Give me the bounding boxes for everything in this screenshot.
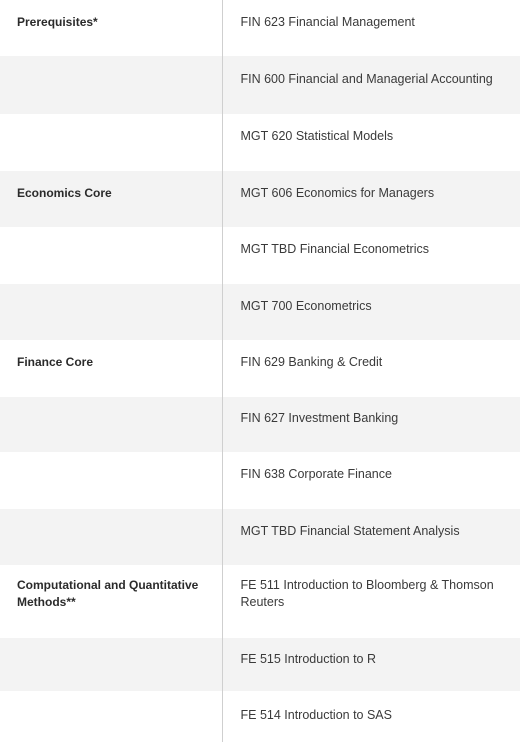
course-label: FIN 629 Banking & Credit bbox=[240, 355, 383, 369]
course-label: FIN 627 Investment Banking bbox=[240, 411, 399, 425]
course-cell bbox=[222, 397, 520, 452]
course-label: FIN 638 Corporate Finance bbox=[240, 467, 392, 481]
table-row bbox=[0, 114, 520, 171]
category-label: Economics Core bbox=[17, 186, 112, 200]
course-label: FE 515 Introduction to R bbox=[240, 652, 376, 666]
course-label: MGT 700 Econometrics bbox=[240, 299, 372, 313]
course-label: MGT TBD Financial Econometrics bbox=[240, 242, 429, 256]
category-cell bbox=[0, 227, 222, 284]
course-label: MGT TBD Financial Statement Analysis bbox=[240, 524, 460, 538]
course-cell bbox=[222, 56, 520, 114]
category-label: Computational and Quantitative Methods** bbox=[17, 578, 199, 609]
table-row bbox=[0, 565, 520, 638]
category-cell bbox=[0, 171, 222, 227]
course-cell bbox=[222, 565, 520, 638]
table-row bbox=[0, 284, 520, 340]
category-label: Finance Core bbox=[17, 355, 94, 369]
table-row bbox=[0, 0, 520, 56]
category-cell bbox=[0, 565, 222, 638]
table-row bbox=[0, 56, 520, 114]
category-cell bbox=[0, 397, 222, 452]
course-cell bbox=[222, 114, 520, 171]
category-label: Prerequisites* bbox=[17, 15, 98, 29]
course-cell bbox=[222, 227, 520, 284]
table-row bbox=[0, 340, 520, 397]
course-label: FIN 623 Financial Management bbox=[240, 15, 415, 29]
category-cell bbox=[0, 638, 222, 691]
course-cell bbox=[222, 509, 520, 565]
course-cell bbox=[222, 0, 520, 56]
course-label: FE 511 Introduction to Bloomberg & Thomson Reuters bbox=[240, 578, 494, 609]
course-label: FE 514 Introduction to SAS bbox=[240, 708, 392, 722]
table-row bbox=[0, 227, 520, 284]
table-row bbox=[0, 171, 520, 227]
table-row bbox=[0, 452, 520, 509]
course-cell bbox=[222, 284, 520, 340]
course-cell bbox=[222, 340, 520, 397]
course-label: MGT 620 Statistical Models bbox=[240, 129, 394, 143]
table-row bbox=[0, 638, 520, 691]
category-cell bbox=[0, 509, 222, 565]
table-row bbox=[0, 397, 520, 452]
category-cell bbox=[0, 114, 222, 171]
category-cell bbox=[0, 452, 222, 509]
course-label: FIN 600 Financial and Managerial Accounting bbox=[240, 72, 493, 86]
course-cell bbox=[222, 171, 520, 227]
course-cell bbox=[222, 691, 520, 742]
course-cell bbox=[222, 638, 520, 691]
course-cell bbox=[222, 452, 520, 509]
category-cell bbox=[0, 691, 222, 742]
category-cell bbox=[0, 56, 222, 114]
table-row bbox=[0, 509, 520, 565]
table-row bbox=[0, 691, 520, 742]
course-label: MGT 606 Economics for Managers bbox=[240, 186, 435, 200]
category-cell bbox=[0, 0, 222, 56]
category-cell bbox=[0, 340, 222, 397]
category-cell bbox=[0, 284, 222, 340]
